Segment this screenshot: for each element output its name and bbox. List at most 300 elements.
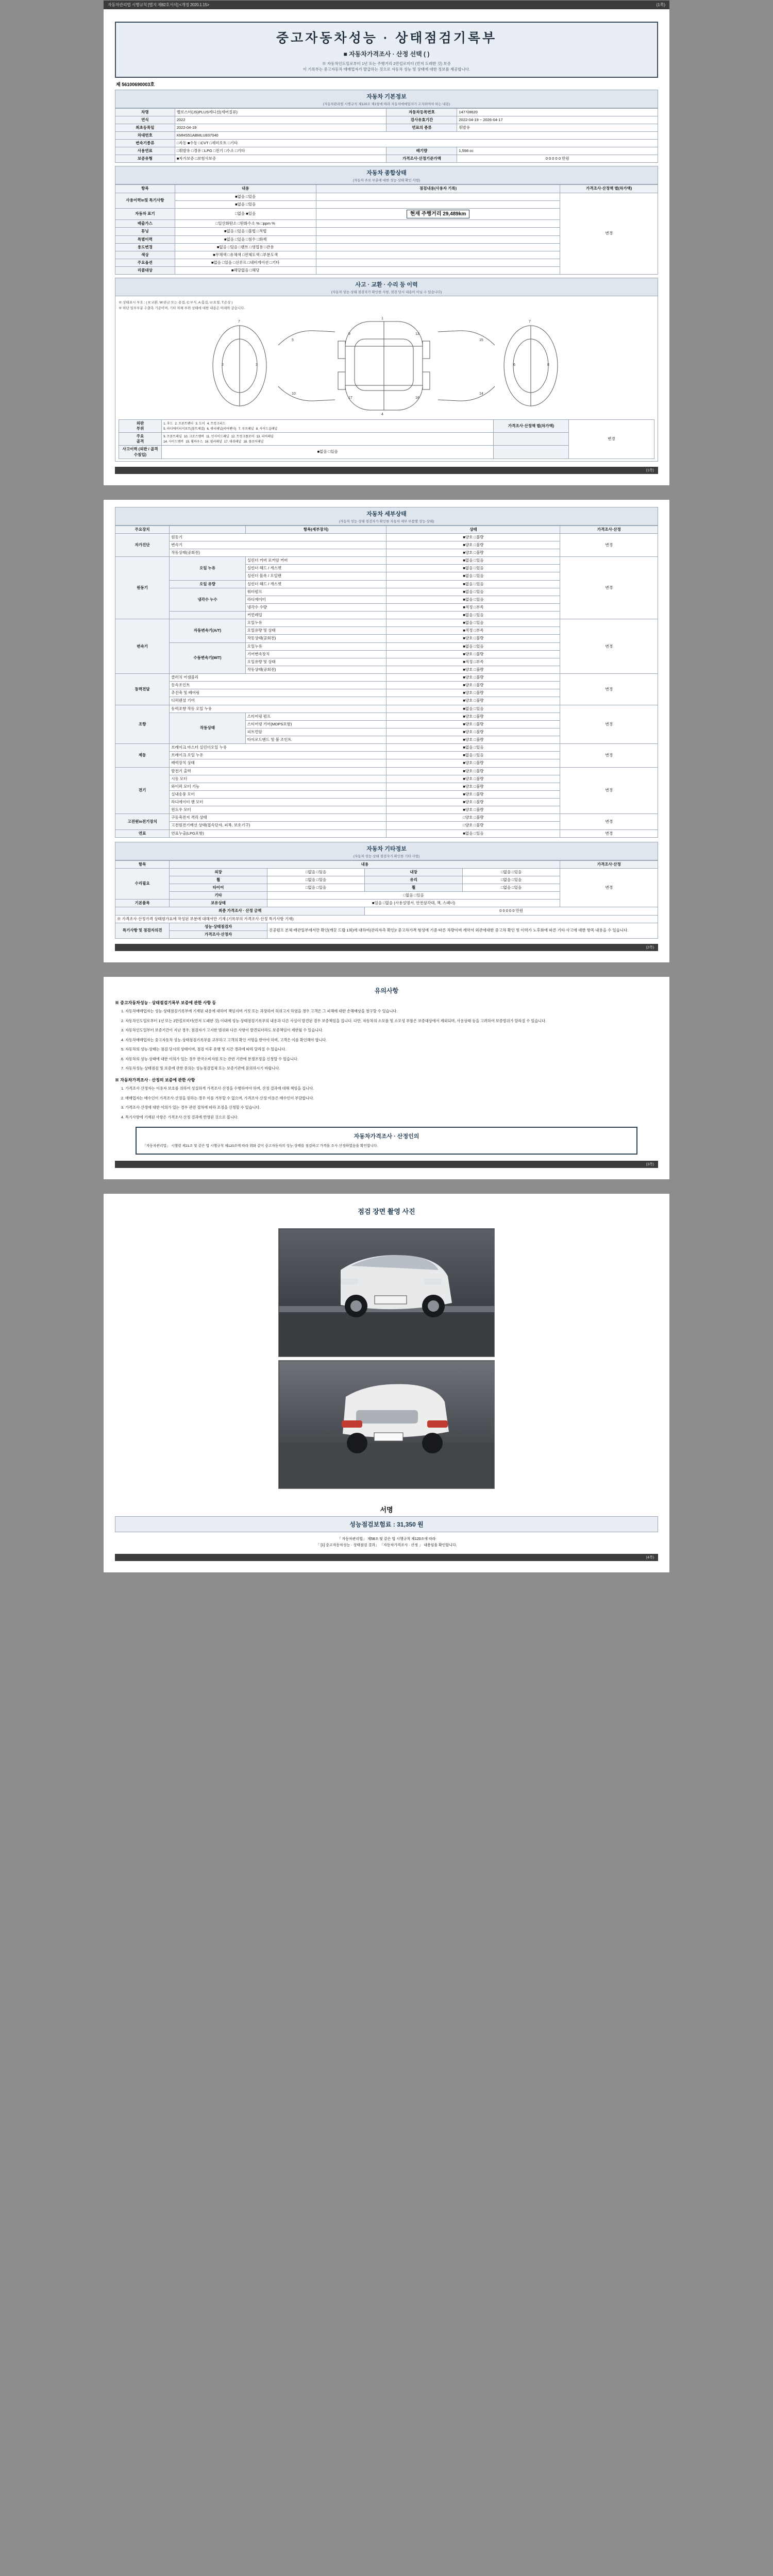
- item-elec-2: 와이퍼 모터 기능: [170, 783, 386, 790]
- sub-engine-common: [170, 612, 245, 619]
- table-row: [115, 814, 658, 822]
- legend-item: 12. 트렁크플로어: [231, 435, 255, 439]
- notice-item: 6. 자동차의 성능·상태에 대한 이의가 있는 경우 한국소비자원 또는 관련 기관에 분쟁조정을 신청할 수 있습니다.: [121, 1056, 298, 1061]
- value-trans: □자동 ■수동 □CVT □세미오토 □기타: [175, 140, 658, 147]
- state-elec-0: ■양호 □불량: [386, 767, 560, 775]
- notice-head-2: ※ 자동차가격조사 · 산정의 보증에 관한 사항: [115, 1078, 195, 1083]
- notice-item: 4. 자동차매매업자는 중고자동차 성능·상태점검기록부를 교부하고 고객의 확인 서명을 받아야 하며, 고객은 이를 확인해야 합니다.: [121, 1037, 327, 1042]
- price-steering: 변경: [560, 705, 658, 744]
- value-year: 2022: [175, 116, 386, 124]
- state-engine-5: ■없음 □있음: [386, 596, 560, 603]
- section-other-sub: (자동차 성능·상태 점검자가 확인한 기타 사항): [353, 854, 420, 858]
- legend-item: 5. 라디에이터서포트(볼트체결): [163, 428, 205, 431]
- table-row: [115, 868, 658, 876]
- item-elec-1: 시동 모터: [170, 775, 386, 783]
- sub-trans-manual: 수동변속기(M/T): [170, 642, 245, 674]
- table-row: [115, 140, 658, 147]
- row-value-emission: □일산화탄소 □탄화수소 % □ppm %: [175, 220, 316, 228]
- legend-item: 6. 쿼터패널(리어펜더): [207, 428, 237, 431]
- header-note-2: 이 기록부는 중고자동차 매매업자가 발급하는 것으로 자동차 성능 및 상태에 대한 정보를 제공합니다.: [303, 67, 470, 72]
- photo-gallery: [115, 1220, 658, 1497]
- row-value-tuning: ■없음 □있음 □불법 □적법: [175, 228, 316, 235]
- legend-item: 18. 플로어패널: [243, 440, 264, 444]
- price-engine: 변경: [560, 557, 658, 619]
- row-value-options: ■없음 □있음 □선루프 □내비게이션 □기타: [175, 259, 316, 266]
- item-engine-2: 실린더 블록 / 오일팬: [245, 572, 386, 580]
- svg-text:18: 18: [415, 396, 419, 400]
- last-line-2: 「 [1] 중고자동차성능 · 상태점검 결과」 「자동차가격조사 · 산정 」 내용임을 확인합니다.: [316, 1543, 457, 1547]
- other-sub-basic: 보유상태: [170, 900, 267, 907]
- row-label-history: 사용이력\n및 특기사항: [115, 193, 175, 208]
- state-selfdiag-1: ■양호 □불량: [386, 541, 560, 549]
- sheet-2: [103, 499, 670, 963]
- group-steering: 조향: [115, 705, 170, 744]
- row-label-color: 색상: [115, 251, 175, 259]
- state-engine-2: ■없음 □있음: [386, 572, 560, 580]
- table-row: [115, 147, 658, 155]
- row-label-recall: 리콜대상: [115, 267, 175, 275]
- section-other-bar: [115, 842, 658, 860]
- other-price-value: 변경: [560, 868, 658, 907]
- section-detail-title: 자동차 세부상태: [366, 511, 407, 517]
- state-trans-0: ■없음 □있음: [386, 619, 560, 627]
- item-trans-3: 오일누유: [245, 642, 386, 650]
- item-fuel-0: 연료누출(LPG포함): [170, 829, 386, 837]
- detail-state-table: [115, 526, 658, 838]
- group-fuel: 연료: [115, 829, 170, 837]
- other-sub-etc: 기타: [170, 892, 267, 900]
- item-brake-0: 브레이크 마스터 실린더오일 누유: [170, 744, 386, 752]
- accident-diagram-box: [115, 296, 658, 462]
- svg-text:6: 6: [513, 363, 515, 367]
- group-brake: 제동: [115, 744, 170, 767]
- item-elec-5: 윈도우 모터: [170, 806, 386, 814]
- item-steer-0: 동력조향 작동 오일 누유: [170, 705, 386, 713]
- state-trans-3: ■없음 □있음: [386, 642, 560, 650]
- state-engine-3: ■없음 □있음: [386, 580, 560, 588]
- item-trans-1: 오일유량 및 상태: [245, 627, 386, 635]
- table-row: [115, 674, 658, 682]
- row-detail-options: [316, 259, 560, 266]
- sub-engine-coolant: 냉각수 누수: [170, 588, 245, 611]
- row-value-usechange: ■없음 □있음 □렌트 □영업용 □관용: [175, 243, 316, 251]
- item-elec-4: 라디에이터 팬 모터: [170, 799, 386, 806]
- item-power-1: 등속조인트: [170, 682, 386, 689]
- other-state-wheel: □없음 □있음: [267, 876, 365, 884]
- item-engine-5: 라디에이터: [245, 596, 386, 603]
- legend-item: 10. 크로스멤버: [183, 435, 204, 439]
- row-detail-history: [316, 193, 560, 200]
- table-row: [115, 907, 658, 915]
- item-steer-1: 스티어링 펌프: [245, 713, 386, 720]
- legend-item: 1. 후드: [163, 422, 173, 426]
- notice-item-2: 3. 가격조사·산정에 대한 이의가 있는 경우 관련 절차에 따라 조정을 신청할 수 있습니다.: [121, 1105, 261, 1110]
- item-power-0: 클러치 어셈블리: [170, 674, 386, 682]
- row-detail-usechange: [316, 243, 560, 251]
- table-row: [115, 744, 658, 752]
- label-regno: 자동차등록번호: [386, 108, 457, 116]
- table-row: [115, 533, 658, 541]
- accident-note-1: ※ 상태표시 부호 : ( X:교환, W:판금 또는 용접, C:부식, A:흠집, U:요철, T:손상 ): [119, 301, 233, 305]
- final-price-value: 0 0 0 0 0 만원: [365, 907, 658, 915]
- header-note-1: ※ 자동차인도일로부터 1년 또는 주행거리 2만킬로미터 (먼저 도래한 것) 보증: [322, 61, 451, 66]
- svg-text:13: 13: [415, 332, 419, 336]
- state-power-0: ■양호 □불량: [386, 674, 560, 682]
- sheet-4: [103, 1193, 670, 1573]
- document-number: 제 56100690003호: [116, 81, 155, 87]
- price-trans: 변경: [560, 619, 658, 674]
- col-price-detail: 가격조사·산정: [560, 526, 658, 533]
- section-basic-info-bar: [115, 90, 658, 108]
- row-detail-tuning: [316, 228, 560, 235]
- col-state: 상태: [386, 526, 560, 533]
- signature-label: 서명: [380, 1505, 393, 1514]
- svg-text:14: 14: [479, 392, 483, 396]
- notice-item: 7. 자동차성능·상태점검 및 보증에 관한 문의는 성능점검업체 또는 보증기관에 문의하시기 바랍니다.: [121, 1066, 280, 1071]
- item-engine-7: 커먼레일: [245, 612, 386, 619]
- state-elec-2: ■양호 □불량: [386, 783, 560, 790]
- row-value-color: ■무채색 □유채색 □전체도색 □부분도색: [175, 251, 316, 259]
- svg-text:15: 15: [479, 338, 483, 342]
- row-value-history: ■없음 □있음: [175, 193, 316, 200]
- row-detail-recall: [316, 267, 560, 275]
- row-label-usechange: 용도변경: [115, 243, 175, 251]
- row-label-options: 주요옵션: [115, 259, 175, 266]
- legend-item: 16. 필러패널: [205, 440, 222, 444]
- price-selfdiag: 변경: [560, 533, 658, 556]
- label-carname: 차명: [115, 108, 175, 116]
- item-engine-1: 실린더 헤드 / 게스켓: [245, 565, 386, 572]
- other-group-repair: 수리필요: [115, 868, 170, 900]
- item-trans-5: 오일유량 및 상태: [245, 658, 386, 666]
- group-power: 동력전달: [115, 674, 170, 705]
- form-topbar: [104, 1, 669, 9]
- col-sub-device: [170, 526, 245, 533]
- group-selfdiag: 자가진단: [115, 533, 170, 556]
- notice-item-2: 4. 특기사항에 기재된 사항은 가격조사·산정 결과에 반영된 것으로 봅니다.: [121, 1114, 239, 1120]
- value-inspection: 2022-04-19 ~ 2026-04-17: [457, 116, 658, 124]
- state-steer-0: ■없음 □있음: [386, 705, 560, 713]
- inspection-fee: 성능점검보험료 : 31,350 원: [115, 1516, 658, 1532]
- legend-item: 7. 루프패널: [238, 428, 254, 431]
- table-header-row: [115, 860, 658, 868]
- declaration-body: 「자동차관리법」 시행령 제21조 및 같은 법 시행규칙 제120조에 따라 위와 같이 중고자동차의 성능·상태를 점검하고 가격을 조사·산정하였음을 확인합니다.: [143, 1144, 378, 1148]
- state-steer-2: ■양호 □불량: [386, 720, 560, 728]
- state-power-2: ■양호 □불량: [386, 689, 560, 697]
- notice-item-2: 1. 가격조사·산정자는 이용자 보호를 위하여 성실하게 가격조사·산정을 수행하여야 하며, 산정 결과에 대해 책임을 집니다.: [121, 1086, 314, 1091]
- other-state-interior: □없음 □있음: [462, 868, 560, 876]
- group-engine: 원동기: [115, 557, 170, 619]
- group-hv: 고전원\n전기장치: [115, 814, 170, 829]
- col-content: 내용: [175, 185, 316, 193]
- table-row: [115, 705, 658, 713]
- other-state-wheel2: □없음 □있음: [462, 884, 560, 892]
- section-detail-bar: [115, 507, 658, 526]
- sub-engine-oilqty: 오일 유량: [170, 580, 245, 588]
- section-overall-title: 자동차 종합상태: [366, 170, 407, 177]
- svg-text:7: 7: [238, 319, 240, 324]
- row-detail-color: [316, 251, 560, 259]
- state-engine-4: ■없음 □있음: [386, 588, 560, 596]
- row-price-overall: 변경: [560, 193, 658, 275]
- state-brake-1: ■없음 □있음: [386, 752, 560, 759]
- other-state-etc: □없음 □있음: [267, 892, 560, 900]
- table-row: [115, 116, 658, 124]
- value-carname: 벨로스터(JS)PLUS에디션(세버질류): [175, 108, 386, 116]
- label-usage: 사용연료: [115, 147, 175, 155]
- document-subtitle: ■ 자동차가격조사 · 산정 선택 ( ): [343, 50, 430, 58]
- svg-text:5: 5: [292, 338, 294, 342]
- item-power-3: 디퍼렌셜 기어: [170, 697, 386, 705]
- label-inspection: 검사유효기간: [386, 116, 457, 124]
- other-sub-interior: 내장: [365, 868, 463, 876]
- item-steer-4: 타이로드엔드 및 볼 조인트: [245, 736, 386, 744]
- value-regno: 147자8620: [457, 108, 658, 116]
- last-line-1: 「 자동차관리법」 제58조 및 같은 법 시행규칙 제120조에 따라: [337, 1537, 436, 1541]
- section-accident-sub: (자동차 성능·상태 점검자가 확인한 사항, 점검 당시 내용이 아닐 수 있습니다): [331, 291, 442, 295]
- item-trans-0: 오일누유: [245, 619, 386, 627]
- legend-label-frame: 주요 골격: [119, 433, 162, 446]
- section-basic-sub: (자동차관리법 시행규칙 제120조 제1항에 따라 자동차매매업자가 고지하여야 하는 내용): [323, 102, 450, 106]
- item-hv-0: 구동축전지 격리 상태: [170, 814, 386, 822]
- special-c2: 가격조사·산정자: [170, 930, 267, 938]
- group-trans: 변속기: [115, 619, 170, 674]
- legend-label-blank-2: [494, 446, 568, 459]
- state-elec-4: ■양호 □불량: [386, 799, 560, 806]
- table-row: [115, 915, 658, 923]
- price-fuel: 변경: [560, 829, 658, 837]
- legend-label-price: 가격조사·산정액 별(차가액): [494, 419, 568, 432]
- label-trans: 변속기종류: [115, 140, 175, 147]
- declaration-box: [136, 1127, 637, 1155]
- other-sub-glass: 유리: [365, 876, 463, 884]
- state-engine-7: ■없음 □있음: [386, 612, 560, 619]
- section-other-title: 자동차 기타정보: [366, 845, 407, 852]
- row-detail-history-2: [316, 200, 560, 208]
- row-label-tuning: 튜닝: [115, 228, 175, 235]
- final-price-label: 최종 가격조사 · 산정 금액: [115, 907, 365, 915]
- col-other-price: 가격조사·산정: [560, 860, 658, 868]
- state-power-1: ■양호 □불량: [386, 682, 560, 689]
- row-label-emission: 배출가스: [115, 220, 175, 228]
- item-trans-4: 기어변속장치: [245, 650, 386, 658]
- legend-item: 11. 인사이드패널: [206, 435, 229, 439]
- mileage-value: 현재 주행거리 29,489km: [407, 210, 470, 219]
- other-state-glass: □없음 □있음: [462, 876, 560, 884]
- other-sub-wheel: 휠: [170, 876, 267, 884]
- label-firstreg: 최초등록일: [115, 124, 175, 131]
- other-sub-exterior: 외장: [170, 868, 267, 876]
- section-overall-bar: [115, 166, 658, 184]
- car-body-diagram-svg: [191, 314, 582, 417]
- other-state-basic: ■있음 □없음 (사용설명서, 안전삼각대, 잭, 스패너): [267, 900, 560, 907]
- value-owner: ■자가보증 □보험사보증: [175, 155, 386, 163]
- notice-item: 3. 자동차인도일부터 보증기간이 지난 경우, 점검자가 고지한 범위와 다른 사항이 발견되더라도 보증책임이 제한될 수 있습니다.: [121, 1028, 324, 1033]
- state-trans-5: ■적정 □부족: [386, 658, 560, 666]
- state-steer-1: ■양호 □불량: [386, 713, 560, 720]
- state-hv-0: □양호 □불량: [386, 814, 560, 822]
- col-item: 항목: [115, 185, 175, 193]
- final-price-note: ※ 가격조사·산정가격 상태평가표에 작성된 부분에 대해서만 기재 (기록부의 가격조사·산정 특기사항 기재): [115, 915, 658, 923]
- table-row: [115, 193, 658, 200]
- value-firstreg: 2022-04-19: [175, 124, 386, 131]
- col-other-item: 항목: [115, 860, 170, 868]
- item-trans-2: 작동상태(공회전): [245, 635, 386, 642]
- legend-item: 4. 트렁크리드: [207, 422, 226, 426]
- svg-text:9: 9: [348, 332, 350, 336]
- label-vin: 차대번호: [115, 131, 175, 139]
- photos-title: 점검 장면 촬영 사진: [358, 1207, 415, 1215]
- row-value-special: ■없음 □있음 □침수 □화재: [175, 235, 316, 243]
- state-trans-2: ■양호 □불량: [386, 635, 560, 642]
- item-steer-3: 피트먼암: [245, 728, 386, 736]
- legend-label-outer: 외판 부위: [119, 419, 162, 432]
- other-group-basic: 기본품목: [115, 900, 170, 907]
- legend-item: 9. 프론트패널: [163, 435, 182, 439]
- row-label-mark: 자동차 표기: [115, 208, 175, 220]
- label-fuel: 연료의 종류: [386, 124, 457, 131]
- special-c1: 성능·상태점검자: [170, 923, 267, 930]
- special-label: 특기사항 및 점검자의견: [115, 923, 170, 938]
- table-row: [115, 108, 658, 116]
- page-number-1: (1쪽): [656, 3, 665, 7]
- svg-text:3: 3: [256, 363, 258, 367]
- sheet-4-footer: (4쪽): [115, 1554, 658, 1561]
- state-steer-3: ■양호 □불량: [386, 728, 560, 736]
- item-power-2: 추진축 및 베어링: [170, 689, 386, 697]
- row-detail-emission: [316, 220, 560, 228]
- notice-item: 2. 자동차인도일로부터 1년 또는 2만킬로미터(먼저 도래한 것) 이내에 성능·상태점검기록부의 내용과 다른 사실이 발견된 경우 보증책임을 집니다. 다만, 자동차의 소모품 및 소모성 부품은 보증대상에서 제외되며, 사용상태 등을 고려하여 보증범위가 달라질 수 있습니다.: [121, 1018, 547, 1023]
- row-value-mark: □없음 ■있음: [175, 208, 316, 220]
- sheet-1-footer: (1쪽): [115, 467, 658, 474]
- item-brake-1: 브레이크 오일 누유: [170, 752, 386, 759]
- table-row: [115, 557, 658, 565]
- value-displacement: 1,598 cc: [457, 147, 658, 155]
- table-row: [115, 767, 658, 775]
- col-detail: 점검내용(사용자 기록): [316, 185, 560, 193]
- svg-text:2: 2: [222, 363, 224, 367]
- inspection-photo-rear: [278, 1360, 495, 1489]
- accident-row-label: 사고이력 (외판 / 골격 수침입): [119, 446, 162, 459]
- item-selfdiag-2: 작동상태(공회전): [170, 549, 386, 557]
- legend-item: 8. 사이드실패널: [256, 428, 278, 431]
- inspection-photo-front: [278, 1228, 495, 1357]
- item-elec-3: 실내송풍 모터: [170, 790, 386, 798]
- label-year: 연식: [115, 116, 175, 124]
- state-elec-1: ■양호 □불량: [386, 775, 560, 783]
- sub-steer-operation: 작동상태: [170, 713, 245, 744]
- legend-item: 3. 도어: [195, 422, 205, 426]
- price-power: 변경: [560, 674, 658, 705]
- price-hv: 변경: [560, 814, 658, 829]
- table-header-row: [115, 526, 658, 533]
- item-engine-3: 실린더 헤드 / 개스켓: [245, 580, 386, 588]
- row-detail-special: [316, 235, 560, 243]
- col-main-device: 주요장치: [115, 526, 170, 533]
- state-hv-1: □양호 □불량: [386, 822, 560, 829]
- other-state-tire: □없음 □있음: [267, 884, 365, 892]
- table-row: [119, 419, 654, 432]
- legend-label-blank: [494, 433, 568, 446]
- state-elec-5: ■양호 □불량: [386, 806, 560, 814]
- legend-item: 17. 대쉬패널: [224, 440, 242, 444]
- basic-info-table: [115, 108, 658, 163]
- item-engine-0: 실린더 커버 로커암 커버: [245, 557, 386, 565]
- item-selfdiag-0: 원동기: [170, 533, 386, 541]
- item-steer-2: 스티어링 기어(MDPS포함): [245, 720, 386, 728]
- state-engine-1: ■없음 □있음: [386, 565, 560, 572]
- sheet-3-footer: (3쪽): [115, 1161, 658, 1168]
- value-price: 0 0 0 0 0 만원: [457, 155, 658, 163]
- value-vin: KMHS51ABMLU837040: [175, 131, 658, 139]
- special-text: 진공펌프 본체 배관일부에서만 확인(깨끗 드랍 1회)에 대하여(관리자측 확인)! 중고차가격 형성에 기준 따른 차량이며 계약서 외관에대한 중고차 확인 및 이력가 노후화에 따른 기타 사고에 대한 항목 내용을 수 있습니다.: [267, 923, 658, 938]
- svg-text:4: 4: [381, 412, 383, 416]
- other-sub-tire: 타이어: [170, 884, 267, 892]
- state-selfdiag-2: ■양호 □불량: [386, 549, 560, 557]
- photo-front-svg: [279, 1229, 495, 1357]
- state-brake-2: ■양호 □불량: [386, 759, 560, 767]
- document-header: [115, 22, 658, 78]
- state-steer-4: ■양호 □불량: [386, 736, 560, 744]
- legend-item: 2. 프론트펜더: [175, 422, 194, 426]
- price-electric: 변경: [560, 767, 658, 814]
- accident-row-value: ■없음 □있음: [162, 446, 494, 459]
- notice-item: 1. 자동차매매업자는 성능·상태점검기록부에 기재된 내용에 대하여 책임지며 거짓 또는 과장하여 허위고지 하였을 경우 고객은 그 피해에 대한 손해배상을 청구할 수 있습니다.: [121, 1008, 398, 1013]
- svg-text:8: 8: [547, 363, 549, 367]
- table-row: [115, 829, 658, 837]
- table-header-row: [115, 185, 658, 193]
- row-value-history-2: ■없음 □있음: [175, 200, 316, 208]
- section-accident-bar: [115, 278, 658, 296]
- group-electric: 전기: [115, 767, 170, 814]
- sub-trans-auto: 자동변속기(A/T): [170, 619, 245, 642]
- item-elec-0: 발전기 출력: [170, 767, 386, 775]
- legend-frame-values: [162, 433, 494, 446]
- section-overall-sub: (자동차 주요 부분에 대한 성능·상태 확인 사항): [352, 179, 421, 183]
- item-brake-2: 배력장치 상태: [170, 759, 386, 767]
- other-state-exterior: □없음 □있음: [267, 868, 365, 876]
- notice-title: 유의사항: [374, 987, 399, 994]
- value-fuel: 휘발유: [457, 124, 658, 131]
- svg-text:1: 1: [381, 316, 383, 320]
- sub-engine-oil: 오일 누유: [170, 557, 245, 580]
- item-engine-6: 냉각수 수량: [245, 603, 386, 611]
- table-row: [115, 124, 658, 131]
- item-trans-6: 작동상태(공회전): [245, 666, 386, 673]
- state-elec-3: ■양호 □불량: [386, 790, 560, 798]
- notice-item: 5. 자동차의 성능·상태는 점검 당시의 상태이며, 점검 이후 운행 및 시간 경과에 따라 달라질 수 있습니다.: [121, 1047, 287, 1052]
- sheet-1: [103, 0, 670, 486]
- item-engine-4: 워터펌프: [245, 588, 386, 596]
- other-sub-wheel2: 휠: [365, 884, 463, 892]
- photo-rear-svg: [279, 1361, 495, 1489]
- section-detail-sub: (자동차 성능·상태 점검자가 확인한 자동차 세부 부품별 성능·상태): [339, 519, 434, 523]
- notice-item-2: 2. 매매업자는 매수인이 가격조사·산정을 원하는 경우 이를 거부할 수 없으며, 가격조사·산정 비용은 매수인이 부담합니다.: [121, 1095, 314, 1100]
- row-value-recall: ■해당없음 □해당: [175, 267, 316, 275]
- form-legal-ref: 자동차관리법 시행규칙 [별지 제82호서식] <개정 2020.1.15>: [108, 3, 210, 7]
- accident-note-2: ※ 하단 일부부분 수출측 기준이며, 기타 차체 부위 상태에 대한 내용은 아래와 같습니다.: [119, 306, 245, 310]
- svg-text:7: 7: [529, 319, 531, 324]
- price-brake: 변경: [560, 744, 658, 767]
- accident-legend-table: [119, 419, 654, 459]
- col-item-name: 항목(세부장치): [245, 526, 386, 533]
- state-fuel-0: ■없음 □있음: [386, 829, 560, 837]
- item-selfdiag-1: 변속기: [170, 541, 386, 549]
- declaration-title: 자동차가격조사 · 산정인의: [354, 1133, 419, 1140]
- sheet-2-footer: (2쪽): [115, 944, 658, 951]
- car-diagram: [119, 311, 654, 419]
- table-row: [115, 619, 658, 627]
